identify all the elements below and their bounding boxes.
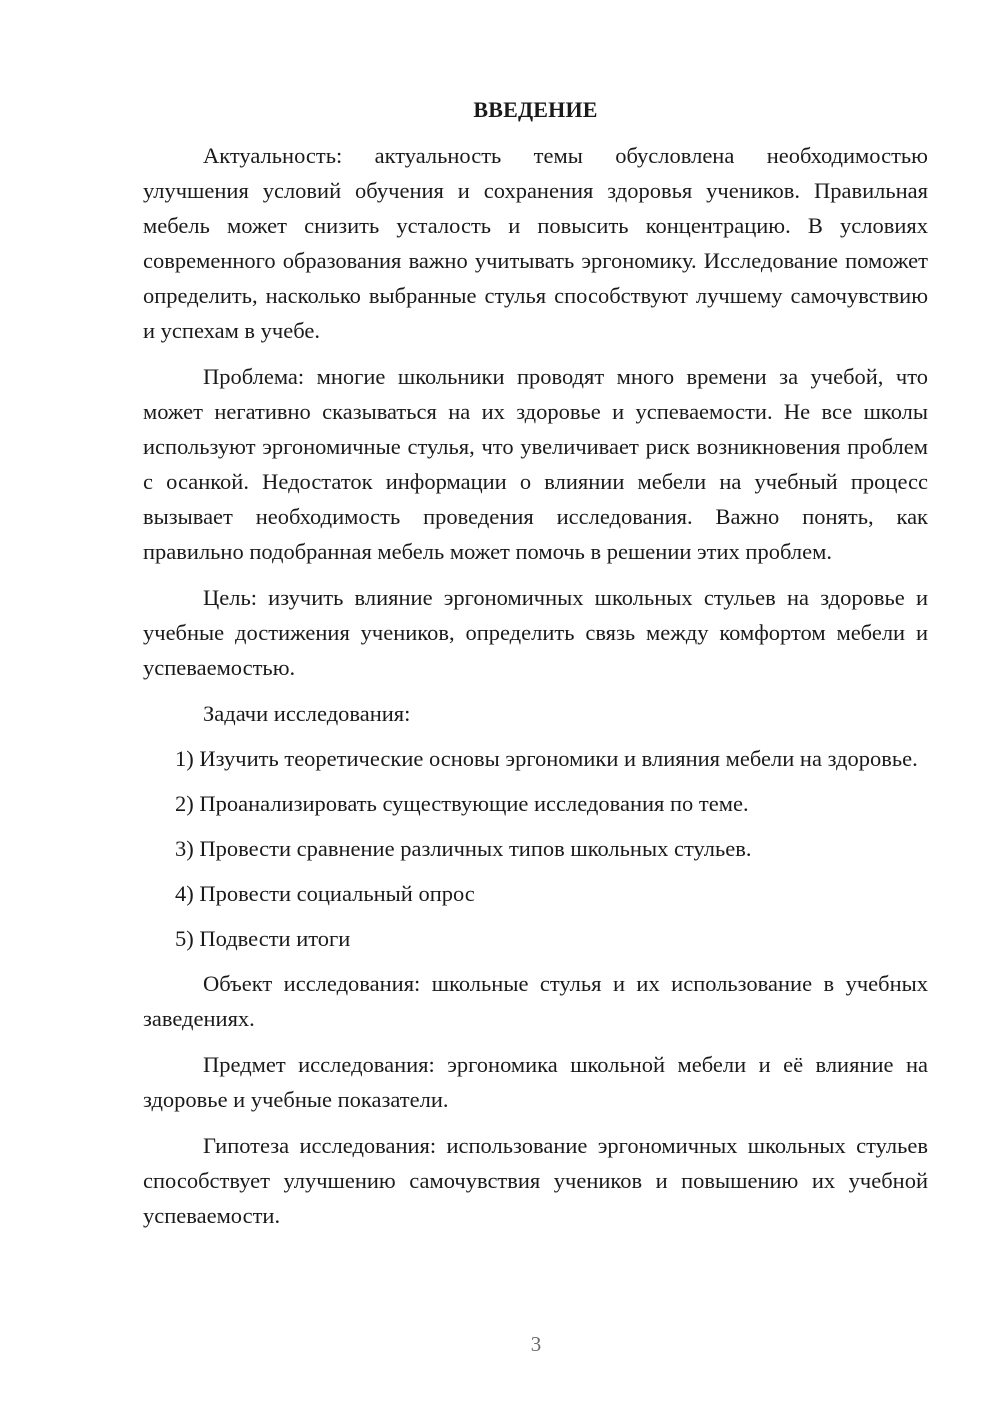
- task-item-2: 2) Проанализировать существующие исследования по теме.: [175, 791, 749, 816]
- tasks-heading: Задачи исследования:: [203, 701, 411, 726]
- task-item-1: 1) Изучить теоретические основы эргономики и влияния мебели на здоровье.: [175, 746, 918, 771]
- relevance-paragraph: Актуальность: актуальность темы обусловлена необходимостью улучшения условий обучения и сохранения здоровья учеников. Правильная мебель может снизить усталость и повысить концентрацию. В условиях современного образования важно учитывать эргономику. Исследование поможет определить, насколько выбранные стулья способствуют лучшему самочувствию и успехам в учебе.: [143, 143, 928, 343]
- task-item-3: 3) Провести сравнение различных типов школьных стульев.: [175, 836, 752, 861]
- hypothesis-paragraph: Гипотеза исследования: использование эргономичных школьных стульев способствует улучшению самочувствия учеников и повышению их учебной успеваемости.: [143, 1133, 928, 1228]
- goal-paragraph: Цель: изучить влияние эргономичных школьных стульев на здоровье и учебные достижения учеников, определить связь между комфортом мебели и успеваемостью.: [143, 585, 928, 680]
- document-body: [143, 92, 928, 1244]
- page-number: 3: [530, 1332, 542, 1356]
- section-title: ВВЕДЕНИЕ: [473, 97, 598, 122]
- object-paragraph: Объект исследования: школьные стулья и их использование в учебных заведениях.: [143, 971, 928, 1031]
- tasks-list: [143, 741, 928, 956]
- task-item-5: 5) Подвести итоги: [175, 926, 351, 951]
- task-item-4: 4) Провести социальный опрос: [175, 881, 475, 906]
- subject-paragraph: Предмет исследования: эргономика школьной мебели и её влияние на здоровье и учебные показатели.: [143, 1052, 928, 1112]
- problem-paragraph: Проблема: многие школьники проводят много времени за учебой, что может негативно сказываться на их здоровье и успеваемости. Не все школы используют эргономичные стулья, что увеличивает риск возникновения проблем с осанкой. Недостаток информации о влиянии мебели на учебный процесс вызывает необходимость проведения исследования. Важно понять, как правильно подобранная мебель может помочь в решении этих проблем.: [143, 364, 928, 564]
